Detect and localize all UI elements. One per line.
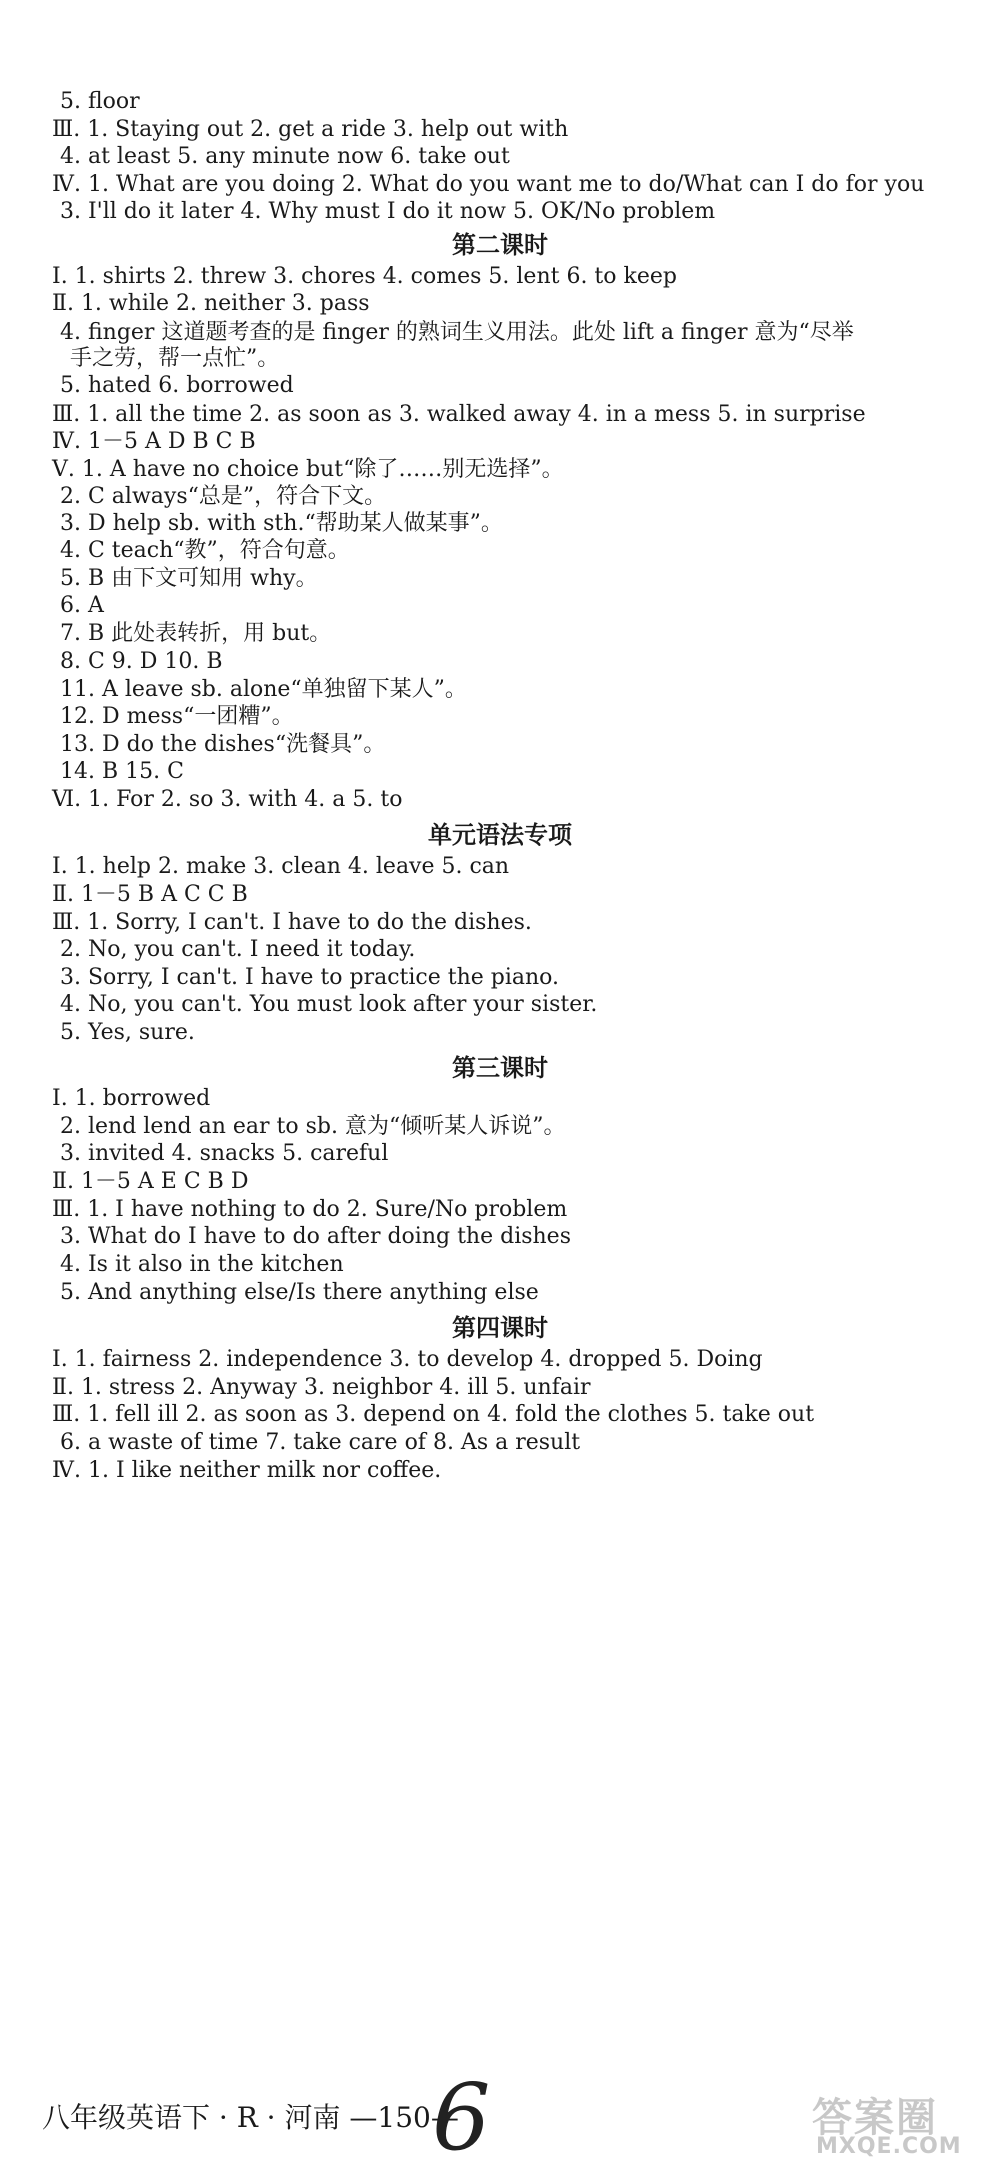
answer-line: 3. invited 4. snacks 5. careful	[60, 1141, 389, 1166]
answer-line: 2. C always“总是”，符合下文。	[60, 484, 387, 509]
answer-line: Ⅳ. 1－5 A D B C B	[52, 429, 256, 454]
page-footer: 八年级英语下 · R · 河南 —150—	[42, 2101, 459, 2134]
section-heading: 第四课时	[452, 1314, 548, 1342]
answer-line: Ⅲ. 1. I have nothing to do 2. Sure/No problem	[52, 1197, 568, 1222]
answer-line: 7. B 此处表转折，用 but。	[60, 621, 332, 646]
answer-line: 4. Is it also in the kitchen	[60, 1252, 344, 1277]
answer-line: 13. D do the dishes“洗餐具”。	[60, 732, 386, 757]
answer-line: 5. B 由下文可知用 why。	[60, 566, 318, 591]
watermark-url: MXQE.COM	[816, 2134, 962, 2159]
answer-line: Ⅱ. 1－5 B A C C B	[52, 882, 248, 907]
answer-line: 5. floor	[60, 89, 140, 114]
answer-line: Ⅰ. 1. borrowed	[52, 1086, 211, 1111]
answer-line: Ⅱ. 1－5 A E C B D	[52, 1169, 249, 1194]
answer-line: 2. No, you can't. I need it today.	[60, 937, 416, 962]
answer-line: 12. D mess“一团糟”。	[60, 704, 294, 729]
answer-line: 2. lend lend an ear to sb. 意为“倾听某人诉说”。	[60, 1114, 566, 1139]
answer-line: 5. Yes, sure.	[60, 1020, 195, 1045]
answer-line: 8. C 9. D 10. B	[60, 649, 223, 674]
answer-line: Ⅰ. 1. shirts 2. threw 3. chores 4. comes 5. lent 6. to keep	[52, 264, 677, 289]
answer-line: Ⅳ. 1. I like neither milk nor coffee.	[52, 1458, 442, 1483]
answer-line: 4. finger 这道题考查的是 finger 的熟词生义用法。此处 lift a finger 意为“尽举	[60, 320, 854, 345]
answer-line: 5. hated 6. borrowed	[60, 373, 294, 398]
answer-line: 4. No, you can't. You must look after your sister.	[60, 992, 598, 1017]
answer-line: 3. What do I have to do after doing the dishes	[60, 1224, 571, 1249]
answer-line: 6. A	[60, 593, 104, 618]
watermark-title: 答案圈	[812, 2095, 938, 2141]
answer-line: Ⅵ. 1. For 2. so 3. with 4. a 5. to	[52, 787, 403, 812]
handwritten-page-number: 6	[432, 2064, 491, 2171]
answer-line: Ⅰ. 1. fairness 2. independence 3. to develop 4. dropped 5. Doing	[52, 1347, 763, 1372]
answer-line: 3. I'll do it later 4. Why must I do it now 5. OK/No problem	[60, 199, 716, 224]
answer-line: Ⅱ. 1. stress 2. Anyway 3. neighbor 4. ill 5. unfair	[52, 1375, 591, 1400]
answer-line: Ⅲ. 1. all the time 2. as soon as 3. walked away 4. in a mess 5. in surprise	[52, 402, 866, 427]
answer-line: Ⅴ. 1. A have no choice but“除了……别无选择”。	[52, 457, 564, 482]
answer-line: Ⅲ. 1. fell ill 2. as soon as 3. depend on 4. fold the clothes 5. take out	[52, 1402, 815, 1427]
answer-line: 11. A leave sb. alone“单独留下某人”。	[60, 677, 467, 702]
answer-line: Ⅱ. 1. while 2. neither 3. pass	[52, 291, 370, 316]
answer-line: 手之劳，帮一点忙”。	[70, 346, 280, 371]
answer-line: 6. a waste of time 7. take care of 8. As a result	[60, 1430, 581, 1455]
answer-line: Ⅲ. 1. Staying out 2. get a ride 3. help out with	[52, 117, 569, 142]
section-heading: 第二课时	[452, 231, 548, 259]
answer-line: 4. at least 5. any minute now 6. take out	[60, 144, 510, 169]
answer-line: 3. D help sb. with sth.“帮助某人做某事”。	[60, 511, 503, 536]
answer-line: 14. B 15. C	[60, 759, 184, 784]
section-heading: 单元语法专项	[428, 821, 572, 849]
answer-line: 3. Sorry, I can't. I have to practice the piano.	[60, 965, 560, 990]
answer-line: Ⅲ. 1. Sorry, I can't. I have to do the dishes.	[52, 910, 532, 935]
watermark-logo	[812, 2086, 982, 2164]
answer-line: Ⅰ. 1. help 2. make 3. clean 4. leave 5. can	[52, 854, 510, 879]
answer-line: Ⅳ. 1. What are you doing 2. What do you want me to do/What can I do for you	[52, 172, 925, 197]
answer-line: 4. C teach“教”，符合句意。	[60, 538, 350, 563]
section-heading: 第三课时	[452, 1054, 548, 1082]
answer-line: 5. And anything else/Is there anything else	[60, 1280, 539, 1305]
